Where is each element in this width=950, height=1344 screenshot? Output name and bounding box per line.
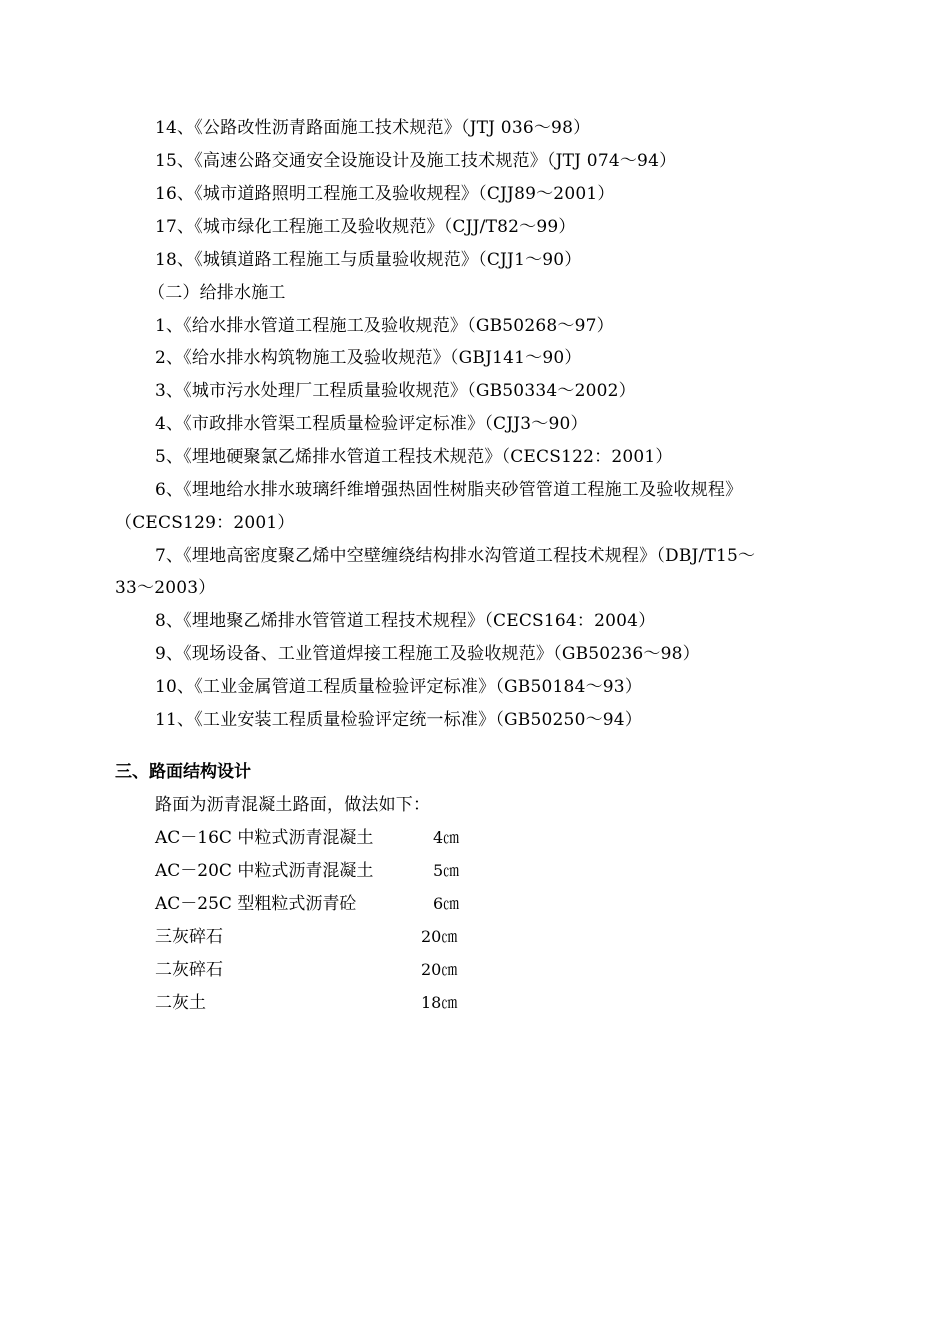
layer-name: AC－25C 型粗粒式沥青砼 (155, 894, 357, 914)
drainage-standard-3: 3、《城市污水处理厂工程质量验收规范》（GB50334～2002） (155, 381, 636, 401)
drainage-standard-6-continued: （CECS129：2001） (115, 513, 295, 533)
drainage-standard-8: 8、《埋地聚乙烯排水管管道工程技术规程》（CECS164：2004） (155, 611, 656, 631)
drainage-standard-7-continued: 33～2003） (115, 578, 216, 598)
drainage-standard-6: 6、《埋地给水排水玻璃纤维增强热固性树脂夹砂管管道工程施工及验收规程》 (155, 480, 743, 500)
layer-name: 二灰碎石 (155, 960, 223, 980)
standard-item-16: 16、《城市道路照明工程施工及验收规程》（CJJ89～2001） (155, 184, 615, 204)
standard-item-15: 15、《高速公路交通安全设施设计及施工技术规范》（JTJ 074～94） (155, 151, 677, 171)
drainage-standard-7: 7、《埋地高密度聚乙烯中空壁缠绕结构排水沟管道工程技术规程》（DBJ/T15～ (155, 546, 756, 566)
standard-item-17: 17、《城市绿化工程施工及验收规范》（CJJ/T82～99） (155, 217, 576, 237)
section-heading-pavement-design: 三、路面结构设计 (115, 762, 251, 782)
layer-name: 二灰土 (155, 993, 206, 1013)
pavement-intro: 路面为沥青混凝土路面，做法如下： (155, 795, 431, 815)
drainage-standard-5: 5、《埋地硬聚氯乙烯排水管道工程技术规范》（CECS122：2001） (155, 447, 673, 467)
standard-item-14: 14、《公路改性沥青路面施工技术规范》（JTJ 036～98） (155, 118, 591, 138)
layer-name: AC－16C 中粒式沥青混凝土 (155, 828, 374, 848)
layer-thickness: 18㎝ (421, 993, 458, 1012)
layer-thickness: 20㎝ (421, 927, 458, 946)
layer-thickness: 4㎝ (433, 828, 460, 847)
layer-thickness: 20㎝ (421, 960, 458, 979)
layer-thickness: 5㎝ (433, 861, 460, 880)
layer-thickness: 6㎝ (433, 894, 460, 913)
drainage-standard-2: 2、《给水排水构筑物施工及验收规范》（GBJ141～90） (155, 348, 582, 368)
drainage-standard-10: 10、《工业金属管道工程质量检验评定标准》（GB50184～93） (155, 677, 643, 697)
drainage-standard-1: 1、《给水排水管道工程施工及验收规范》（GB50268～97） (155, 316, 614, 336)
layer-name: 三灰碎石 (155, 927, 223, 947)
drainage-standard-9: 9、《现场设备、工业管道焊接工程施工及验收规范》（GB50236～98） (155, 644, 700, 664)
drainage-subsection-title: （二）给排水施工 (148, 283, 286, 303)
drainage-standard-11: 11、《工业安装工程质量检验评定统一标准》（GB50250～94） (155, 710, 643, 730)
standard-item-18: 18、《城镇道路工程施工与质量验收规范》（CJJ1～90） (155, 250, 582, 270)
drainage-standard-4: 4、《市政排水管渠工程质量检验评定标准》（CJJ3～90） (155, 414, 588, 434)
layer-name: AC－20C 中粒式沥青混凝土 (155, 861, 374, 881)
